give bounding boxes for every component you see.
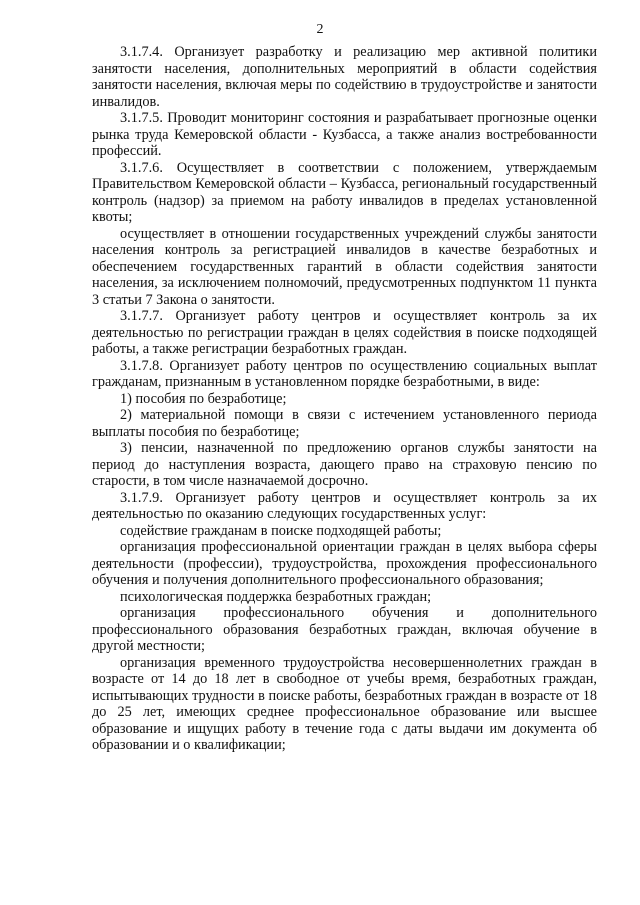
list-item-2: 2) материальной помощи в связи с истечением установленного периода выплаты пособия по безработице; xyxy=(92,407,597,440)
page-number: 2 xyxy=(316,22,324,37)
service-item-temporary-employment: организация временного трудоустройства несовершеннолетних граждан в возрасте от 14 до 18 лет в свободное от учебы время, безработных граждан, испытывающих трудности в поиске работы, безработных граждан в возрасте от 18 до 25 лет, имеющих среднее профессиональное образование или высшее образование и ищущих работу в течение года с даты выдачи им документа об образовании и о квалификации; xyxy=(92,654,597,753)
service-item-psychological-support: психологическая поддержка безработных граждан; xyxy=(120,588,432,605)
service-item-training: организация профессионального обучения и дополнительного профессионального образования безработных граждан, включая обучение в другой местности; xyxy=(92,605,597,654)
paragraph-3-1-7-4: 3.1.7.4. Организует разработку и реализацию мер активной политики занятости населения, дополнительных мероприятий в области содействия занятости населения, включая меры по содействию в трудоустройстве и занятости инвалидов. xyxy=(92,44,597,110)
document-body xyxy=(92,44,597,754)
paragraph-3-1-7-7: 3.1.7.7. Организует работу центров и осуществляет контроль за их деятельностью по регистрации граждан в целях содействия в поиске подходящей работы, а также регистрации безработных граждан. xyxy=(92,308,597,357)
paragraph-3-1-7-6-control: осуществляет в отношении государственных учреждений службы занятости населения контроль за регистрацией инвалидов в качестве безработных и обеспечением государственных гарантий в области содействия занятости населения, за исключением полномочий, предусмотренных подпунктом 11 пункта 3 статьи 7 Закона о занятости. xyxy=(92,225,597,308)
paragraph-3-1-7-9: 3.1.7.9. Организует работу центров и осуществляет контроль за их деятельностью по оказанию следующих государственных услуг: xyxy=(92,489,597,522)
paragraph-3-1-7-6: 3.1.7.6. Осуществляет в соответствии с положением, утверждаемым Правительством Кемеровской области – Кузбасса, региональный государственный контроль (надзор) за приемом на работу инвалидов в пределах установленной квоты; xyxy=(92,159,597,225)
paragraph-3-1-7-5: 3.1.7.5. Проводит мониторинг состояния и разрабатывает прогнозные оценки рынка труда Кемеровской области - Кузбасса, а также анализ востребованности профессий. xyxy=(92,110,597,159)
service-item-career-guidance: организация профессиональной ориентации граждан в целях выбора сферы деятельности (профессии), трудоустройства, прохождения профессионального обучения и получения дополнительного профессионального образования; xyxy=(92,539,597,588)
paragraph-3-1-7-8: 3.1.7.8. Организует работу центров по осуществлению социальных выплат гражданам, признанным в установленном порядке безработными, в виде: xyxy=(92,357,597,390)
list-item-1: 1) пособия по безработице; xyxy=(120,390,287,407)
list-item-3: 3) пенсии, назначенной по предложению органов службы занятости на период до наступления возраста, дающего право на страховую пенсию по старости, в том числе назначаемой досрочно. xyxy=(92,440,597,489)
service-item-job-search: содействие гражданам в поиске подходящей работы; xyxy=(120,522,442,539)
